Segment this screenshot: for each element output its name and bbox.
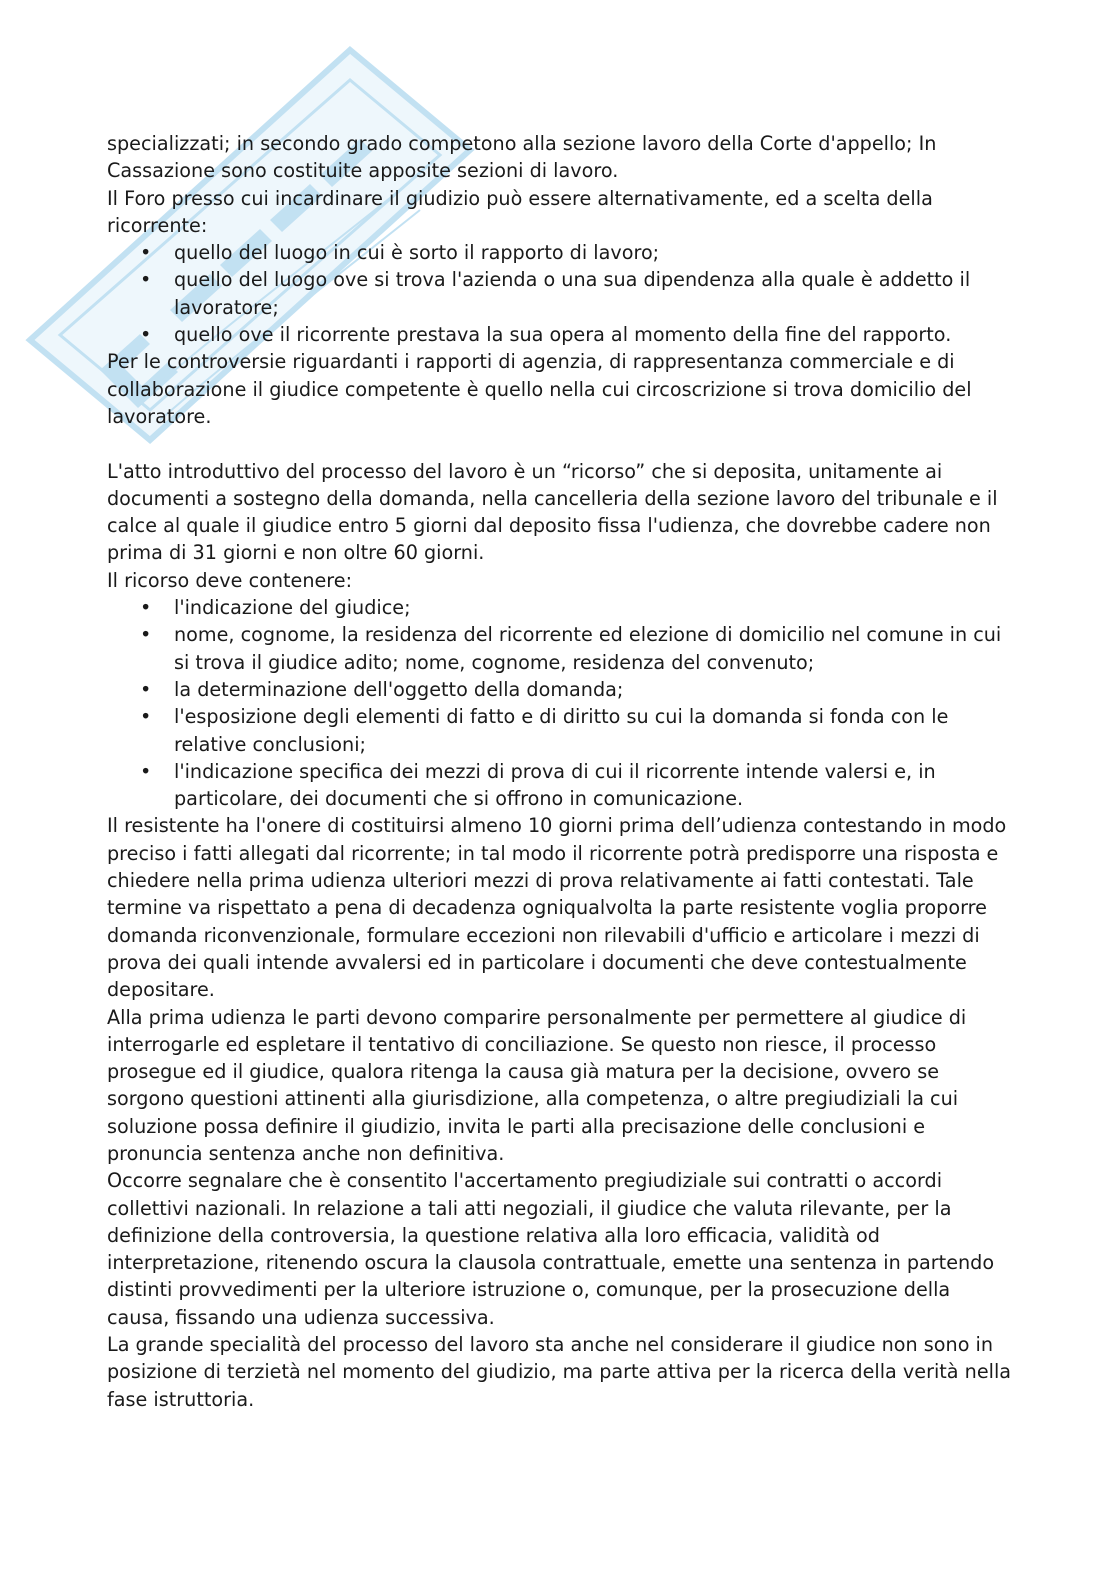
document-page	[107, 130, 1012, 1413]
list-item: • quello del luogo in cui è sorto il rapporto di lavoro;	[107, 239, 1012, 266]
list-item: • la determinazione dell'oggetto della domanda;	[107, 676, 1012, 703]
list-item: • quello del luogo ove si trova l'azienda o una sua dipendenza alla quale è addetto il lavoratore;	[140, 268, 971, 319]
foro-options-list	[107, 239, 1012, 348]
bullet-icon: •	[140, 623, 152, 647]
list-item: • l'indicazione specifica dei mezzi di prova di cui il ricorrente intende valersi e, in particolare, dei documenti che si offrono in comunicazione.	[140, 759, 936, 811]
bullet-icon: •	[140, 241, 152, 265]
paragraph-contenuto: Il ricorso deve contenere:	[107, 568, 353, 592]
list-item: • nome, cognome, la residenza del ricorrente ed elezione di domicilio nel comune in cui si trova il giudice adito; nome, cognome, residenza del convenuto;	[140, 623, 1002, 674]
bullet-icon: •	[140, 268, 152, 292]
paragraph-foro: Il Foro presso cui incardinare il giudizio può essere alternativamente, ed a scelta della ricorrente:	[107, 186, 933, 237]
list-item: • l'indicazione del giudice;	[107, 594, 1012, 621]
bullet-icon: •	[140, 596, 152, 620]
paragraph-agenzia: Per le controversie riguardanti i rapporti di agenzia, di rappresentanza commerciale e di collaborazione il giudice competente è quello nella cui circoscrizione si trova domicilio del lavoratore.	[107, 350, 972, 428]
paragraph-specialita: La grande specialità del processo del lavoro sta anche nel considerare il giudice non sono in posizione di terzietà nel momento del giudizio, ma parte attiva per la ricerca della verità nella fase istruttoria.	[107, 1333, 1012, 1411]
paragraph-spacer	[107, 430, 1012, 457]
paragraph-prima-udienza: Alla prima udienza le parti devono comparire personalmente per permettere al giudice di interrogarle ed espletare il tentativo di conciliazione. Se questo non riesce, il processo prosegue ed il giudice, qualora ritenga la causa già matura per la decisione, ovvero se sorgono questioni attinenti alla giurisdizione, alla competenza, o altre pregiudiziali la cui soluzione possa definire il giudizio, invita le parti alla precisazione delle conclusioni e pronuncia sentenza anche non definitiva.	[107, 1005, 967, 1165]
paragraph-accertamento: Occorre segnalare che è consentito l'accertamento pregiudiziale sui contratti o accordi collettivi nazionali. In relazione a tali atti negoziali, il giudice che valuta rilevante, per la definizione della controversia, la questione relativa alla loro efficacia, validità od interpretazione, ritenendo oscura la clausola contrattuale, emette una sentenza in partendo distinti provvedimenti per la ulteriore istruzione o, comunque, per la prosecuzione della causa, fissando una udienza successiva.	[107, 1169, 995, 1329]
paragraph-intro: specializzati; in secondo grado competono alla sezione lavoro della Corte d'appello; In Cassazione sono costituite apposite sezioni di lavoro.	[107, 132, 937, 183]
bullet-icon: •	[140, 759, 152, 783]
bullet-icon: •	[140, 677, 152, 701]
bullet-icon: •	[140, 323, 152, 347]
paragraph-resistente: Il resistente ha l'onere di costituirsi almeno 10 giorni prima dell’udienza contestando in modo preciso i fatti allegati dal ricorrente; in tal modo il ricorrente potrà predisporre una risposta e chiedere nella prima udienza ulteriori mezzi di prova relativamente ai fatti contestati. Tale termine va rispettato a pena di decadenza ogniqualvolta la parte resistente voglia proporre domanda riconvenzionale, formulare eccezioni non rilevabili d'ufficio e articolare i mezzi di prova dei quali intende avvalersi ed in particolare i documenti che deve contestualmente depositare.	[107, 814, 1007, 1002]
list-item: • quello ove il ricorrente prestava la sua opera al momento della fine del rapporto.	[107, 321, 1012, 348]
paragraph-ricorso: L'atto introduttivo del processo del lavoro è un “ricorso” che si deposita, unitamente ai documenti a sostegno della domanda, nella cancelleria della sezione lavoro del tribunale e il calce al quale il giudice entro 5 giorni dal deposito fissa l'udienza, che dovrebbe cadere non prima di 31 giorni e non oltre 60 giorni.	[107, 459, 998, 565]
list-item: • l'esposizione degli elementi di fatto e di diritto su cui la domanda si fonda con le relative conclusioni;	[140, 705, 949, 756]
ricorso-contents-list	[107, 594, 1012, 812]
bullet-icon: •	[140, 705, 152, 729]
